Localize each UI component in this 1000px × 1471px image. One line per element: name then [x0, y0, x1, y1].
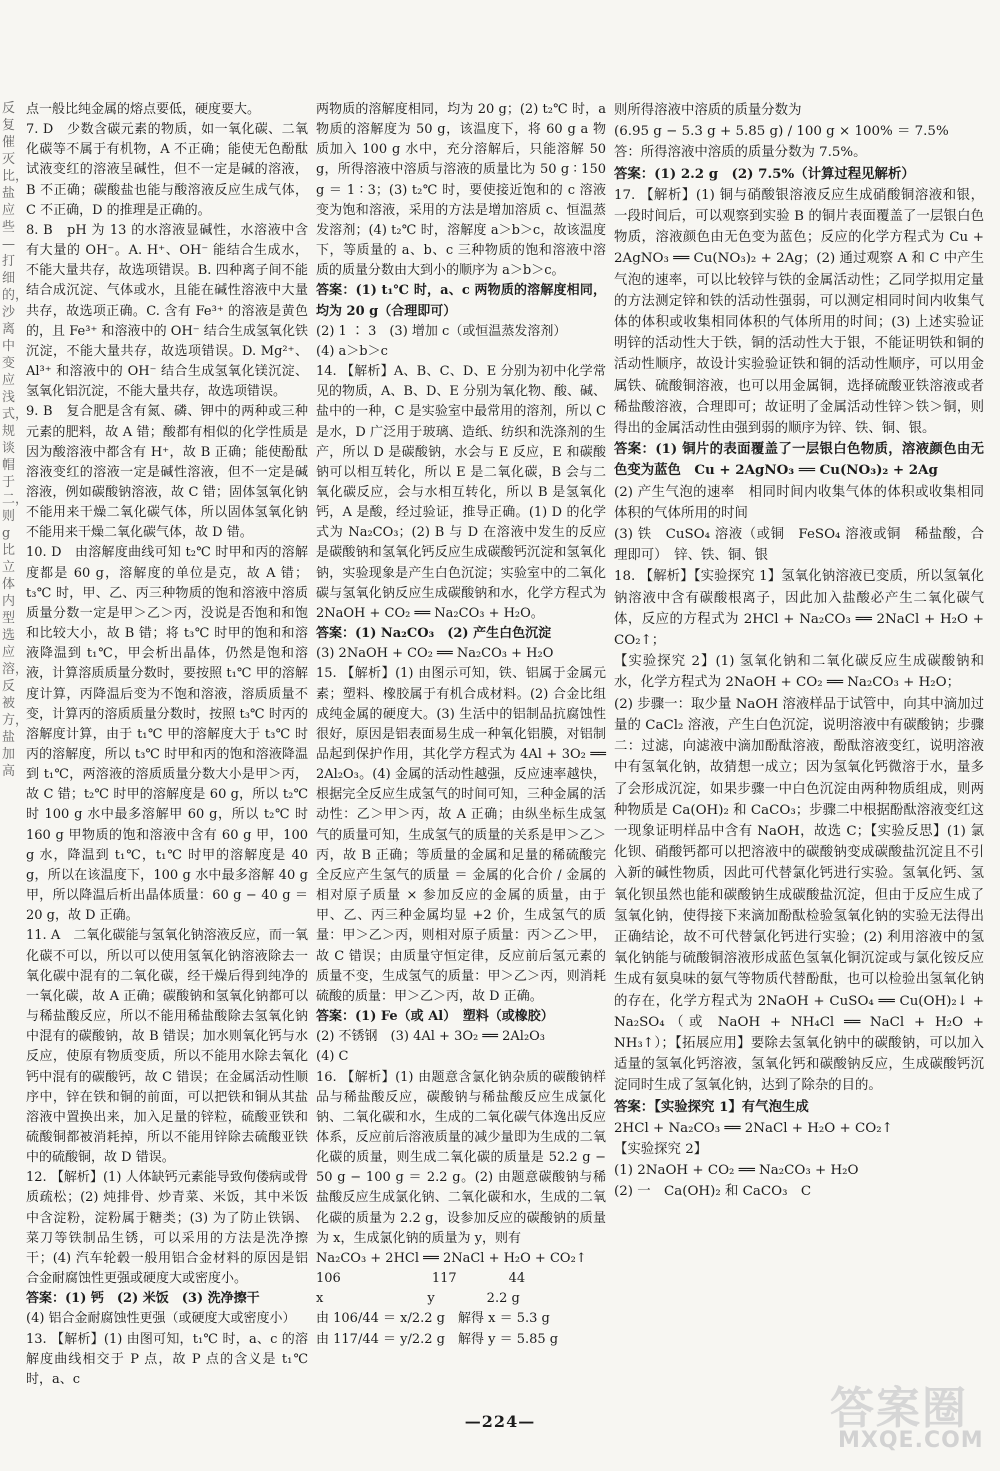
page-number: —224—	[464, 1412, 536, 1431]
answer-line: (2) 一 Ca(OH)₂ 和 CaCO₃ C	[614, 1184, 812, 1200]
answer-item-13: 13. 【解析】(1) 由图可知，t₁℃ 时，a、c 的溶解度曲线相交于 P 点，故 P 点的含义是 t₁℃ 时，a、c	[26, 1331, 308, 1387]
answer-line: (2) 不锈钢 (3) 4Al + 3O₂ ══ 2Al₂O₃	[316, 1029, 546, 1045]
chemical-equation: Na₂CO₃ + 2HCl ══ 2NaCl + H₂O + CO₂↑	[316, 1250, 587, 1266]
column-middle	[316, 100, 606, 1350]
answer-line: (2) 产生气泡的速率 相同时间内收集气体的体积或收集相同体积的气体所用的时间	[614, 484, 984, 521]
answer-line: (4) C	[316, 1049, 349, 1065]
equation-ratio-row: 106 117 44	[316, 1271, 526, 1287]
answer-line: (3) 铁 CuSO₄ 溶液（或铜 FeSO₄ 溶液或铜 稀盐酸，合理即可） 锌、铁、铜、银	[614, 527, 984, 564]
chemical-equation: (1) 2NaOH + CO₂ ══ Na₂CO₃ + H₂O	[614, 1163, 859, 1179]
answer-line: 答案：(1) 2.2 g (2) 7.5%（计算过程见解析）	[614, 165, 915, 182]
answer-line: 答案：(1) Na₂CO₃ (2) 产生白色沉淀	[316, 626, 552, 642]
watermark-logo	[830, 1372, 990, 1466]
calculation-line: 由 106/44 ＝ x/2.2 g 解得 x ＝ 5.3 g	[316, 1311, 550, 1327]
answer-line: 答案：(1) 铜片的表面覆盖了一层银白色物质，溶液颜色由无色变为蓝色 Cu + 2AgNO₃ ══ Cu(NO₃)₂ + 2Ag	[614, 441, 984, 479]
binding-margin-text: 反复催灭比，盐应些 — 打细的，沙离中变应浅式，规谈帽于二，则 g比立体内 型选 应溶，反被方，盐加高	[2, 101, 29, 779]
answer-item-15: 15. 【解析】(1) 由图示可知，铁、铝属于金属元素；塑料、橡胶属于有机合成材料。(2) 合金比组成纯金属的硬度大。(3) 生活中的铝制品抗腐蚀性很好，原因是铝表面易生成一种氧化铝膜，对铝制品起到保护作用，其化学方程式为 4Al + 3O₂ ══ 2Al₂O₃。(4) 金属的活动性越强，反应速率越快，根据完全反应生成氢气的时间可知，三种金属的活动性：乙＞甲＞丙，故 A 正确；由纵坐标生成氢气的质量可知，生成氢气的质量的关系是甲＞乙＞丙，故 B 正确；等质量的金属和足量的稀硫酸完全反应产生氢气的质量 ＝ 金属的化合价 / 金属的相对原子质量 × 参加反应的金属的质量，由于甲、乙、丙三种金属均显 +2 价，生成氢气的质量：甲＞乙＞丙，则相对原子质量：丙＞乙＞甲，故 C 错误；由质量守恒定律，反应前后氢元素的质量不变，生成氢气的质量：甲＞乙＞丙，则消耗硫酸的质量：甲＞乙＞丙，故 D 正确。	[316, 666, 606, 1004]
chemical-equation: 2HCl + Na₂CO₃ ══ 2NaCl + H₂O + CO₂↑	[614, 1120, 893, 1136]
answer-item-18: 18. 【解析】【实验探究 1】氢氧化钠溶液已变质，所以氢氧化钠溶液中含有碳酸根离子，因此加入盐酸必产生二氧化碳气体，反应的方程式为 2HCl + Na₂CO₃ ══ 2NaCl + H₂O + CO₂↑；	[614, 569, 984, 649]
answer-line: 答案：(1) Fe（或 Al） 塑料（或橡胶）	[316, 1009, 554, 1025]
answer-line: (4) 铝合金耐腐蚀性更强（或硬度大或密度小）	[26, 1311, 296, 1327]
answer-item-17: 17. 【解析】(1) 铜与硝酸银溶液反应生成硝酸铜溶液和银，一段时间后，可以观察到实验 B 的铜片表面覆盖了一层银白色物质，溶液颜色由无色变为蓝色；反应的化学方程式为 Cu + 2AgNO₃ ══ Cu(NO₃)₂ + 2Ag；(2) 通过观察 A 和 C 中产生气泡的速率，可以比较锌与铁的金属活动性；乙同学拟用定量的方法测定锌和铁的活动性强弱，可以测定相同时间内收集气体的体积或收集相同体积的气体所用的时间；(3) 上述实验证明锌的活动性大于铁，铜的活动性大于银，不能证明铁和铜的活动性顺序，故设计实验验证铁和铜的活动性顺序，可以用金属铁、硫酸铜溶液，也可以用金属铜，选择硫酸亚铁溶液或者稀盐酸溶液，合理即可；故证明了金属活动性锌＞铁＞铜，则得出的金属活动性由强到弱的顺序为锌、铁、铜、银。	[614, 187, 984, 437]
answer-line: (3) 2NaOH + CO₂ ══ Na₂CO₃ + H₂O	[316, 646, 554, 662]
paragraph: 则所得溶液中溶质的质量分数为	[614, 103, 802, 118]
answer-line: (4) a＞b＞c	[316, 343, 388, 359]
column-right	[614, 100, 984, 1203]
answer-item-11: 11. A 二氧化碳能与氢氧化钠溶液反应，而一氧化碳不可以，所以可以使用氢氧化钠溶液除去一氧化碳中混有的二氧化碳，经干燥后得到纯净的一氧化碳，故 A 正确；碳酸钠和氢氧化钠都可以与稀盐酸反应，所以不能用稀盐酸除去氢氧化钠中混有的碳酸钠，故 B 错误；加水则氧化钙与水反应，使原有物质变质，所以不能用水除去氧化钙中混有的碳酸钙，故 C 错误；在金属活动性顺序中，锌在铁和铜的前面，可以把铁和铜从其盐溶液中置换出来，加入足量的锌粒，硫酸亚铁和硫酸铜都被消耗掉，所以不能用锌除去硫酸亚铁中的硫酸铜，故 D 错误。	[26, 928, 308, 1166]
paragraph: 点一般比纯金属的熔点要低，硬度要大。	[26, 102, 261, 117]
calculation-line: 由 117/44 ＝ y/2.2 g 解得 y ＝ 5.85 g	[316, 1331, 559, 1347]
calculation-line: (6.95 g − 5.3 g + 5.85 g) / 100 g × 100% ＝ 7.5%	[614, 124, 949, 140]
answer-item-10: 10. D 由溶解度曲线可知 t₂℃ 时甲和丙的溶解度都是 60 g，溶解度的单位是克，故 A 错；t₃℃ 时，甲、乙、丙三种物质的饱和溶液中溶质质量分数一定是甲＞乙＞丙，没说是否饱和和饱和比较大小，故 B 错；将 t₃℃ 时甲的饱和和溶液降温到 t₁℃，甲会析出晶体，仍然是饱和溶液，计算溶质质量分数时，要按照 t₁℃ 甲的溶解度计算，丙降温后变为不饱和溶液，溶质质量不变，计算丙的溶质质量分数时，按照 t₃℃ 时丙的溶解度计算，由于 t₁℃ 甲的溶解度大于 t₃℃ 时丙的溶解度，所以 t₃℃ 时甲和丙的饱和溶液降温到 t₁℃，两溶液的溶质质量分数大小是甲＞丙，故 C 错；t₂℃ 时甲的溶解度是 60 g，所以 t₂℃ 时 100 g 水中最多溶解甲 60 g，所以 t₂℃ 时 160 g 甲物质的饱和溶液中含有 60 g 甲，100 g 水，降温到 t₁℃，t₁℃ 时甲的溶解度是 40 g，所以在该温度下，100 g 水中最多溶解 40 g 甲，所以降温后析出晶体质量：60 g − 40 g ＝ 20 g，故 D 正确。	[26, 545, 308, 924]
answer-line: 答案：(1) 钙 (2) 米饭 (3) 洗净擦干	[26, 1291, 260, 1307]
column-left	[26, 100, 308, 1390]
watermark-brand: 答案圈	[830, 1383, 968, 1434]
paragraph: 两物质的溶解度相同，均为 20 g；(2) t₂℃ 时，a 物质的溶解度为 50 g，该温度下，将 60 g a 物质加入 100 g 水中，充分溶解后，只能溶解 50 g，所得溶液中溶质与溶液的质量比为 50 g ∶ 150 g ＝ 1 ∶ 3；(3) t₂℃ 时，要使接近饱和的 c 溶液变为饱和溶液，采用的方法是增加溶质 c、恒温蒸发溶剂；(4) t₂℃ 时，溶解度 a＞b＞c，故该温度下，等质量的 a、b、c 三种物质的饱和溶液中溶质的质量分数由大到小的顺序为 a＞b＞c。	[316, 102, 606, 279]
paragraph: 【实验探究 2】(1) 氢氧化钠和二氧化碳反应生成碳酸钠和水，化学方程式为 2NaOH + CO₂ ══ Na₂CO₃ + H₂O；	[614, 654, 984, 691]
paragraph: 答：所得溶液中溶质的质量分数为 7.5%。	[614, 145, 867, 161]
answer-item-7: 7. D 少数含碳元素的物质，如一氧化碳、二氧化碳等不属于有机物，A 不正确；能使无色酚酞试液变红的溶液呈碱性，但不一定是碱的溶液，B 不正确；碳酸盐也能与酸溶液反应生成气体，C 不正确，D 的推理是正确的。	[26, 122, 308, 218]
equation-ratio-row: x y 2.2 g	[316, 1291, 520, 1307]
answer-line: 【实验探究 2】	[614, 1141, 708, 1157]
answer-item-12: 12. 【解析】(1) 人体缺钙元素能导致佝偻病或骨质疏松；(2) 炖排骨、炒青菜、米饭，其中米饭中含淀粉，淀粉属于糖类；(3) 为了防止铁锅、菜刀等铁制品生锈，可以采用的方法是洗净擦干；(4) 汽车轮毂一般用铝合金材料的原因是铝合金耐腐蚀性更强或硬度大或密度小。	[26, 1170, 308, 1287]
answer-line: (2) 1 ∶ 3 (3) 增加 c（或恒温蒸发溶剂）	[316, 323, 567, 339]
paragraph: (2) 步骤一：取少量 NaOH 溶液样品于试管中，向其中滴加过量的 CaCl₂ 溶液，产生白色沉淀，说明溶液中有碳酸钠；步骤二：过滤，向滤液中滴加酚酞溶液，酚酞溶液变红，说明溶液中有氢氧化钠，故猜想一成立；因为氢氧化钙微溶于水，量多了会形成沉淀，如果步骤一中白色沉淀由两种物质组成，则两种物质是 Ca(OH)₂ 和 CaCO₃；步骤二中根据酚酞溶液变红这一现象证明样品中含有 NaOH，故选 C；【实验反思】(1) 氯化钡、硝酸钙都可以把溶液中的碳酸钠变成碳酸盐沉淀且不引入新的碱性物质，因此可代替氯化钙进行实验。氢氧化钙、氢氧化钡虽然也能和碳酸钠生成碳酸盐沉淀，但由于反应生成了氢氧化钠，使得接下来滴加酚酞检验氢氧化钠的实验无法得出正确结论，故不可代替氯化钙进行实验；(2) 利用溶液中的氢氧化钠能与硫酸铜溶液形成蓝色氢氧化铜沉淀或与氯化铵反应生成有氨臭味的氨气等物质代替酚酞，也可以检验出氢氧化钠的存在，化学方程式为 2NaOH + CuSO₄ ══ Cu(OH)₂↓ + Na₂SO₄（或 NaOH + NH₄Cl ══ NaCl + H₂O + NH₃↑）；【拓展应用】要除去氢氧化钠中的碳酸钠，可以加入适量的氢氧化钙溶液，氢氧化钙和碳酸钠反应，生成碳酸钙沉淀同时生成了氢氧化钠，达到了除杂的目的。	[614, 696, 984, 1094]
answer-line: 答案：【实验探究 1】有气泡生成	[614, 1098, 809, 1115]
answer-item-9: 9. B 复合肥是含有氮、磷、钾中的两种或三种元素的肥料，故 A 错；酸都有相似的化学性质是因为酸溶液中都含有 H⁺，故 B 正确；能使酚酞溶液变红的溶液一定是碱性溶液，但不一定是碱溶液，例如碳酸钠溶液，故 C 错；固体氢氧化钠不能用来干燥二氧化碳气体，所以固体氢氧化钠不能用来干燥二氧化碳气体，故 D 错。	[26, 404, 308, 541]
watermark-url: MXQE.COM	[838, 1428, 984, 1453]
answer-item-16: 16. 【解析】(1) 由题意含氯化钠杂质的碳酸钠样品与稀盐酸反应，碳酸钠与稀盐酸反应生成氯化钠、二氧化碳和水，生成的二氧化碳气体逸出反应体系，反应前后溶液质量的减少量即为生成的二氧化碳的质量，则生成二氧化碳的质量是 52.2 g − 50 g − 100 g ＝ 2.2 g。(2) 由题意碳酸钠与稀盐酸反应生成氯化钠、二氧化碳和水，生成的二氧化碳的质量为 2.2 g，设参加反应的碳酸钠的质量为 x，生成氯化钠的质量为 y，则有	[316, 1069, 606, 1246]
answer-item-8: 8. B pH 为 13 的水溶液显碱性，水溶液中含有大量的 OH⁻。A. H⁺、OH⁻ 能结合生成水，不能大量共存，故选项错误。B. 四种离子间不能结合成沉淀、气体或水，且能在碱性溶液中大量共存，故选项正确。C. 含有 Fe³⁺ 的溶液是黄色的，且 Fe³⁺ 和溶液中的 OH⁻ 结合生成氢氧化铁沉淀，不能大量共存，故选项错误。D. Mg²⁺、Al³⁺ 和溶液中的 OH⁻ 结合生成氢氧化镁沉淀、氢氧化铝沉淀，不能大量共存，故选项错误。	[26, 222, 308, 400]
answer-item-14: 14. 【解析】A、B、C、D、E 分别为初中化学常见的物质，A、B、D、E 分别为氧化物、酸、碱、盐中的一种，C 是实验室中最常用的溶剂，所以 C 是水，D 广泛用于玻璃、造纸、纺织和洗涤剂的生产，所以 D 是碳酸钠，水会与 E 反应，E 和碳酸钠可以相互转化，所以 E 是二氧化碳，B 会与二氧化碳反应，会与水相互转化，所以 B 是氢氧化钙，A 是酸，经过验证，推导正确。(1) D 的化学式为 Na₂CO₃；(2) B 与 D 在溶液中发生的反应是碳酸钠和氢氧化钙反应生成碳酸钙沉淀和氢氧化钠，实验现象是产生白色沉淀；实验室中的二氧化碳与氢氧化钠反应生成碳酸钠和水，化学方程式为 2NaOH + CO₂ ══ Na₂CO₃ + H₂O。	[316, 364, 606, 621]
answer-line: 答案：(1) t₁℃ 时，a、c 两物质的溶解度相同，均为 20 g（合理即可）	[316, 283, 606, 319]
